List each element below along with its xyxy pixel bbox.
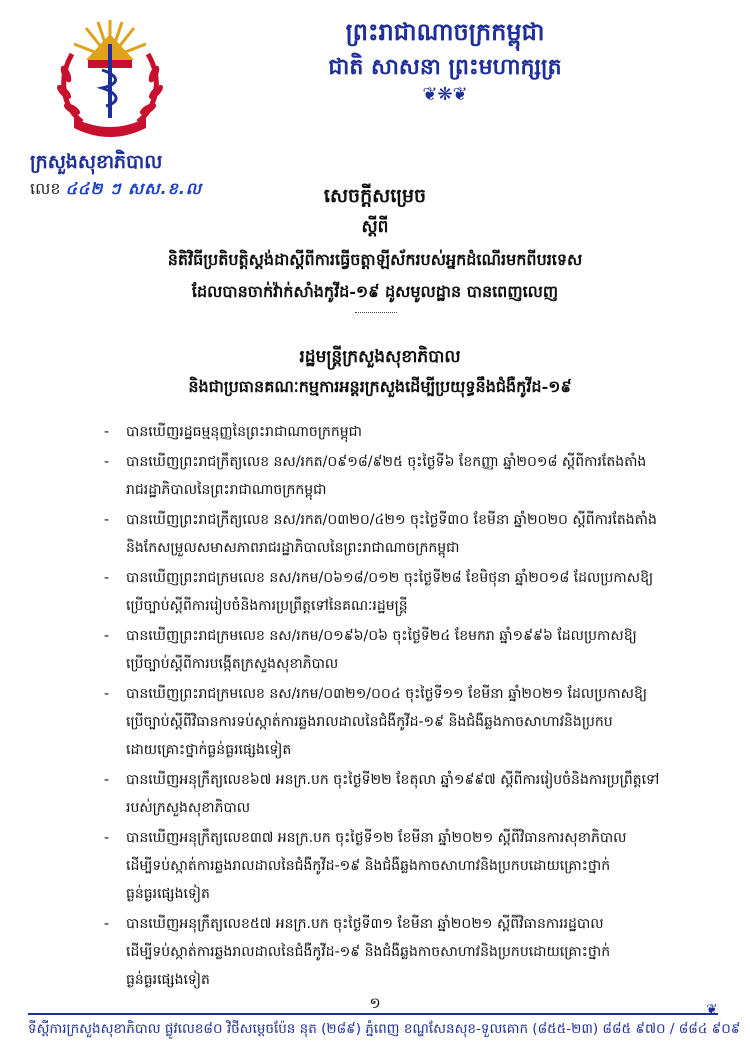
recital-item — [104, 564, 714, 620]
recitals-list — [104, 418, 714, 996]
footer-divider — [28, 1013, 718, 1015]
decision-subject — [40, 244, 710, 308]
separator — [355, 312, 397, 313]
recital-item — [104, 680, 714, 764]
recital-line: បានឃើញអនុក្រឹត្យលេខ៦៧ អនក្រ.បក ចុះថ្ងៃទី២២ ខែតុលា ឆ្នាំ១៩៩៧ ស្ដីពីការរៀបចំនិងការប្រព្រឹត្តទៅ — [126, 772, 660, 788]
recital-line: របស់ក្រសួងសុខាភិបាល — [126, 800, 251, 816]
recital-item — [104, 448, 714, 504]
recital-line: ដើម្បីទប់ស្កាត់ការឆ្លងរាលដាលនៃជំងឺកូវីដ-១៩ និងជំងឺឆ្លងកាចសាហាវនិងប្រកបដោយគ្រោះថ្នាក់ — [126, 858, 611, 874]
page-number: ១ — [369, 994, 381, 1012]
recital-item — [104, 622, 714, 678]
recital-dash: - — [104, 424, 110, 440]
recital-line: ធ្ងន់ធ្ងរផ្សេងទៀត — [126, 972, 210, 988]
recital-dash: - — [104, 916, 110, 932]
decision-subject-line-1: និតិវិធីប្រតិបត្តិស្ដង់ដាស្ដីពីការធ្វើចត្តាឡីស័ករបស់អ្នកដំណើរមកពីបរទេស — [167, 250, 583, 269]
recital-item — [104, 824, 714, 908]
recital-line: បានឃើញព្រះរាជក្រមលេខ នស/រកម/០១៩៦/០៦ ចុះថ្ងៃទី២៤ ខែមករា ឆ្នាំ១៩៩៦ ដែលប្រកាសឱ្យ — [126, 628, 637, 644]
recital-line: ដោយគ្រោះថ្នាក់ធ្ងន់ធ្ងរផ្សេងទៀត — [126, 742, 292, 758]
recital-line: រាជរដ្ឋាភិបាលនៃព្រះរាជាណាចក្រកម្ពុជា — [126, 482, 327, 498]
decision-heading: សេចក្ដីសម្រេច — [323, 185, 427, 207]
recital-line: ធ្ងន់ធ្ងរផ្សេងទៀត — [126, 886, 210, 902]
recital-item — [104, 418, 714, 446]
recital-line: ប្រើច្បាប់ស្ដីពីវិធានការទប់ស្កាត់ការឆ្លងរាលដាលនៃជំងឺកូវីដ-១៩ និងជំងឺឆ្លងកាចសាហាវនិងប្រកប — [126, 714, 613, 730]
recital-line: បានឃើញរដ្ឋធម្មនុញ្ញនៃព្រះរាជាណាចក្រកម្ពុជា — [126, 424, 362, 440]
recital-dash: - — [104, 686, 110, 702]
recital-item — [104, 506, 714, 562]
ministry-name: ក្រសួងសុខាភិបាល — [30, 151, 163, 173]
recital-dash: - — [104, 772, 110, 788]
recital-line: បានឃើញអនុក្រឹត្យលេខ៣៧ អនក្រ.បក ចុះថ្ងៃទី១២ ខែមីនា ឆ្នាំ២០២១ ស្ដីពីវិធានការសុខាភិបាល — [126, 830, 627, 846]
national-motto: ជាតិ សាសនា ព្រះមហាក្សត្រ — [328, 54, 562, 80]
recital-dash: - — [104, 830, 110, 846]
kingdom-heading — [230, 14, 660, 106]
minister-committee: និងជាប្រធានគណៈកម្មការអន្តរក្រសួងដើម្បីប្រយុទ្ធនឹងជំងឺកូវីដ-១៩ — [188, 377, 572, 396]
minister-heading — [80, 342, 680, 402]
ornament-icon: ❦❋❦ — [422, 84, 468, 105]
recital-item — [104, 766, 714, 822]
reference-label: លេខ — [30, 179, 61, 198]
recital-dash: - — [104, 628, 110, 644]
recital-line: ប្រើច្បាប់ស្ដីពីការរៀបចំនិងការប្រព្រឹត្តទៅនៃគណៈរដ្ឋមន្ត្រី — [126, 598, 408, 614]
recital-line: បានឃើញព្រះរាជក្រឹត្យលេខ នស/រកត/០៩១៨/៩២៥ ចុះថ្ងៃទី៦ ខែកញ្ញា ឆ្នាំ២០១៨ ស្ដីពីការតែងតាំង — [126, 454, 647, 470]
decision-title — [150, 180, 600, 242]
recital-line: បានឃើញព្រះរាជក្រឹត្យលេខ នស/រកត/០៣២០/៤២១ ចុះថ្ងៃទី៣០ ខែមីនា ឆ្នាំ២០២០ ស្ដីពីការតែងតាំង — [126, 512, 657, 528]
recital-line: បានឃើញព្រះរាជក្រមលេខ នស/រកម/០៣២១/០០៤ ចុះថ្ងៃទី១១ ខែមីនា ឆ្នាំ២០២១ ដែលប្រកាសឱ្យ — [126, 686, 648, 702]
recital-dash: - — [104, 570, 110, 586]
footer-ornament-icon: ❦ — [706, 1002, 718, 1018]
recital-line: ដើម្បីទប់ស្កាត់ការឆ្លងរាលដាលនៃជំងឺកូវីដ-១៩ និងជំងឺឆ្លងកាចសាហាវនិងប្រកបដោយគ្រោះថ្នាក់ — [126, 944, 611, 960]
decision-subject-line-2: ដែលបានចាក់វ៉ាក់សាំងកូវីដ-១៩ ដូសមូលដ្ឋាន បានពេញលេញ — [191, 282, 559, 301]
recital-line: និងកែសម្រួលសមាសភាពរាជរដ្ឋាភិបាលនៃព្រះរាជាណាចក្រកម្ពុជា — [126, 540, 460, 556]
minister-title: រដ្ឋមន្ត្រីក្រសួងសុខាភិបាល — [299, 347, 461, 367]
decision-on: ស្ដីពី — [361, 217, 389, 237]
recital-item — [104, 910, 714, 994]
footer-address: ទីស្ដីការក្រសួងសុខាភិបាល ផ្លូវលេខ៨០ វិថីសម្ដេចប៉ែន នុត (២៨៩) ភ្នំពេញ ខណ្ឌសែនសុខ-ទួលគោក (៨៥៥-២៣) ៨៨៥ ៩៧០ / ៨៨៤ ៩០៩ — [28, 1021, 741, 1037]
recital-line: បានឃើញព្រះរាជក្រមលេខ នស/រកម/០៦១៨/០១២ ចុះថ្ងៃទី២៨ ខែមិថុនា ឆ្នាំ២០១៨ ដែលប្រកាសឱ្យ — [126, 570, 654, 586]
ministry-of-health-emblem-icon — [50, 14, 170, 144]
reference-value: ៤៤២ ៗ សស.ខ.ល — [65, 179, 203, 198]
kingdom-name: ព្រះរាជាណាចក្រកម្ពុជា — [345, 17, 545, 46]
recital-line: ប្រើច្បាប់ស្ដីពីការបង្កើតក្រសួងសុខាភិបាល — [126, 656, 339, 672]
recital-dash: - — [104, 512, 110, 528]
recital-line: បានឃើញអនុក្រឹត្យលេខ៥៧ អនក្រ.បក ចុះថ្ងៃទី៣១ ខែមីនា ឆ្នាំ២០២១ ស្ដីពីវិធានការរដ្ឋបាល — [126, 916, 604, 932]
recital-dash: - — [104, 454, 110, 470]
